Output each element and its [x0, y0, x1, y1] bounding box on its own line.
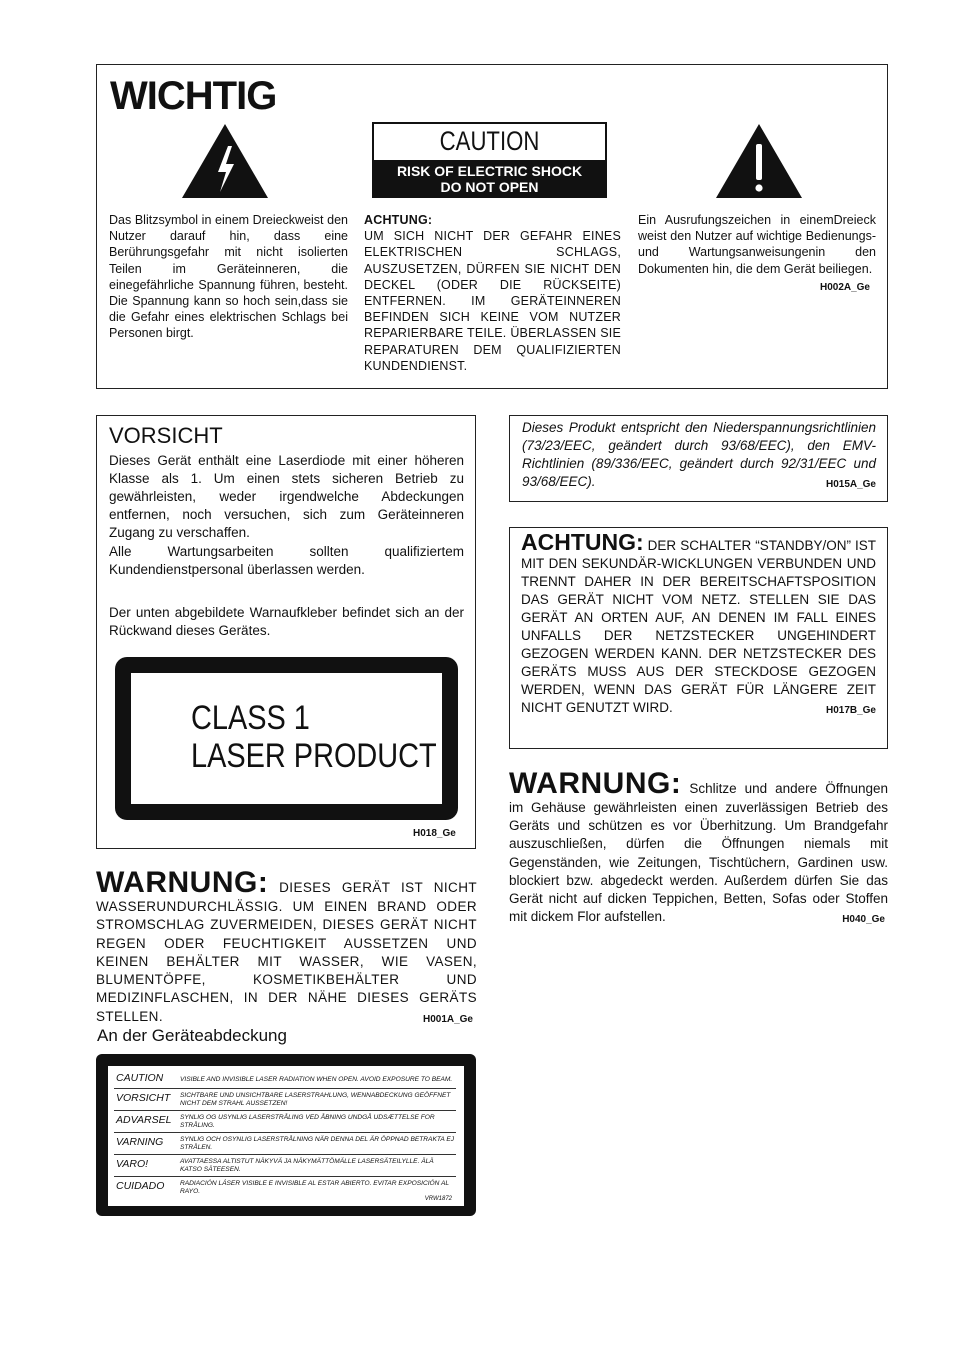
vorsicht-title: VORSICHT	[109, 423, 223, 448]
caution-word: CAUTION	[439, 126, 540, 156]
warnung-ventilation-body: Schlitze und andere Öffnungen im Gehäuse gewährleisten einen zuverlässigen Betrieb des Geräts und schützen es vor Überhitzung. Um Brandgefahr auszuschließen, dürfen die Öffnungen niemals mit Gegenständen, wie Zeitungen, Tischtüchern, Gardinen usw. blockiert bzw. abgedeckt werden. Außerdem dürfen Sie das Gerät nicht auf dicken Teppichen, Betten, Sofas oder Stoffen mit dickem Flor aufstellen.	[509, 781, 888, 925]
page-title: WICHTIG	[110, 74, 277, 118]
warnung-ventilation-heading: WARNUNG:	[509, 767, 682, 800]
abdeckung-title: An der Geräteabdeckung	[97, 1026, 287, 1045]
code-h015a: H015A_Ge	[825, 479, 876, 490]
caution-label	[372, 122, 607, 198]
code-h017b: H017B_Ge	[825, 705, 876, 716]
warnung-water	[96, 868, 477, 1029]
achtung-standby	[521, 529, 876, 720]
code-h018: H018_Ge	[413, 828, 456, 839]
exclamation-explanation	[638, 212, 876, 296]
achtung-explanation	[364, 212, 621, 374]
code-h001a: H001A_Ge	[422, 1013, 473, 1025]
laser-line-2: LASER PRODUCT	[191, 737, 437, 775]
eec-body: Dieses Produkt entspricht den Niederspannungsrichtlinien (73/23/EEC, geändert durch 93/68/EEC), den EMV-Richtlinien (89/336/EEC, geändert durch 92/31/EEC und 93/68/EEC).	[522, 420, 876, 489]
exclamation-body: Ein Ausrufungszeichen in einemDreieck weist den Nutzer auf wichtige Bedienungs- und Wartungsanweisungenin den Dokumenten hin, die dem Gerät beiliegen.	[638, 213, 876, 276]
warnung-water-body: DIESES GERÄT IST NICHT WASSERUNDURCHLÄSSIG. UM EINEN BRAND ODER STROMSCHLAG ZUVERMEIDEN, DIESES GERÄT NICHT REGEN ODER FEUCHTIGKEIT AUSSETZEN UND KEINEN BEHÄLTER MIT WASSER, WIE VASEN, BLUMENTÖPFE, KOSMETIKBEHÄLTER UND MEDIZINFLASCHEN, IN DER NÄHE DIESES GERÄTS STELLEN.	[96, 880, 477, 1024]
vorsicht-paragraph-3: Der unten abgebildete Warnaufkleber befindet sich an der Rückwand dieses Gerätes.	[109, 605, 464, 638]
achtung-body: UM SICH NICHT DER GEFAHR EINES ELEKTRISCHEN SCHLAGS, AUSZUSETZEN, DÜRFEN SIE NICHT DEN DECKEL (ODER DIE RÜCKSEITE) ENTFERNEN. IM GERÄTEINNEREN BEFINDEN SICH KEINE VOM NUTZER REPARIERBARE TEILE. ÜBERLASSEN SIE REPARATUREN DEM QUALIFIZIERTEN KUNDENDIENST.	[364, 229, 621, 373]
warnung-ventilation	[509, 769, 888, 929]
vorsicht-paragraph-1: Dieses Gerät enthält eine Laserdiode mit einer höheren Klasse als 1. Um einen stets sicheren Betrieb zu gewährleisten, weder irgendwelche Abdeckungen entfernen, noch versuchen, sich zum Geräteinneren Zugang zu verschaffen.	[109, 453, 464, 540]
vorsicht-paragraph-2: Alle Wartungsarbeiten sollten qualifiziertem Kundendienstpersonal überlassen werden.	[109, 544, 464, 577]
laser-line-1: CLASS 1	[191, 699, 310, 737]
eec-statement	[522, 419, 876, 494]
code-h040: H040_Ge	[842, 914, 885, 926]
exclamation-warning-icon	[714, 122, 804, 200]
label-row: VORSICHT SICHTBARE UND UNSICHTBARE LASERSTRAHLUNG, WENNABDECKUNG GEÖFFNET NICHT DEM STRAHL AUSSETZEN!	[114, 1090, 456, 1111]
label-row: VARNING SYNLIG OCH OSYNLIG LASERSTRÅLNING NÄR DENNA DEL ÄR ÖPPNAD BETRAKTA EJ STRÅLEN.	[114, 1134, 456, 1155]
caution-band-line2: DO NOT OPEN	[440, 179, 539, 195]
lightning-warning-icon	[180, 122, 270, 200]
achtung-standby-heading: ACHTUNG:	[521, 529, 644, 555]
caution-band-line1: RISK OF ELECTRIC SHOCK	[396, 163, 583, 179]
label-row: ADVARSEL SYNLIG OG USYNLIG LASERSTRÅLING VED ÅBNING UNDGÅ UDSÆTTELSE FOR STRÅLING.	[114, 1112, 456, 1133]
class1-laser-label	[115, 657, 458, 820]
caution-band	[374, 160, 605, 196]
warnung-heading: WARNUNG:	[96, 866, 269, 899]
label-row: CAUTION VISIBLE AND INVISIBLE LASER RADIATION WHEN OPEN. AVOID EXPOSURE TO BEAM.	[114, 1070, 456, 1089]
achtung-heading: ACHTUNG:	[364, 213, 433, 227]
code-h002a: H002A_Ge	[819, 281, 870, 293]
label-code: VRW1872	[424, 1196, 452, 1202]
label-row: VARO! AVATTAESSA ALTISTUT NÄKYVÄ JA NÄKYMÄTTÖMÄLLE LASERSÄTEILYLLE. ÄLÄ KATSO SÄTEESEN.	[114, 1156, 456, 1177]
label-row: CUIDADO RADIACIÓN LÁSER VISIBLE E INVISIBLE AL ESTAR ABIERTO. EVITAR EXPOSICIÓN AL RAYO.	[116, 1180, 449, 1195]
lightning-explanation: Das Blitzsymbol in einem Dreieckweist den Nutzer darauf hin, dass eine Berührungsgefahr mit nicht isolierten Teilen im Geräteinneren, die einegefährliche Spannung führen, besteht. Die Spannung kann so hoch sein,dass sie die Gefahr eines elektrischen Schlags bei Personen birgt.	[109, 213, 348, 341]
achtung-standby-body: DER SCHALTER “STANDBY/ON” IST MIT DEN SEKUNDÄR-WICKLUNGEN VERBUNDEN UND TRENNT DAHER IN DER BEREITSCHAFTSPOSITION DAS GERÄT NICHT VOM NETZ. STELLEN SIE DAS GERÄT AN ORTEN AUF, AN DENEN IM FALL EINES UNFALLS DER NETZSTECKER UNGEHINDERT GEZOGEN WERDEN KANN. DER NETZSTECKER DES GERÄTS MUSS AUS DER STECKDOSE GEZOGEN WERDEN, WENN DAS GERÄT FÜR LÄNGERE ZEIT NICHT GENUTZT WIRD.	[521, 538, 876, 715]
multilingual-laser-label	[96, 1054, 476, 1216]
